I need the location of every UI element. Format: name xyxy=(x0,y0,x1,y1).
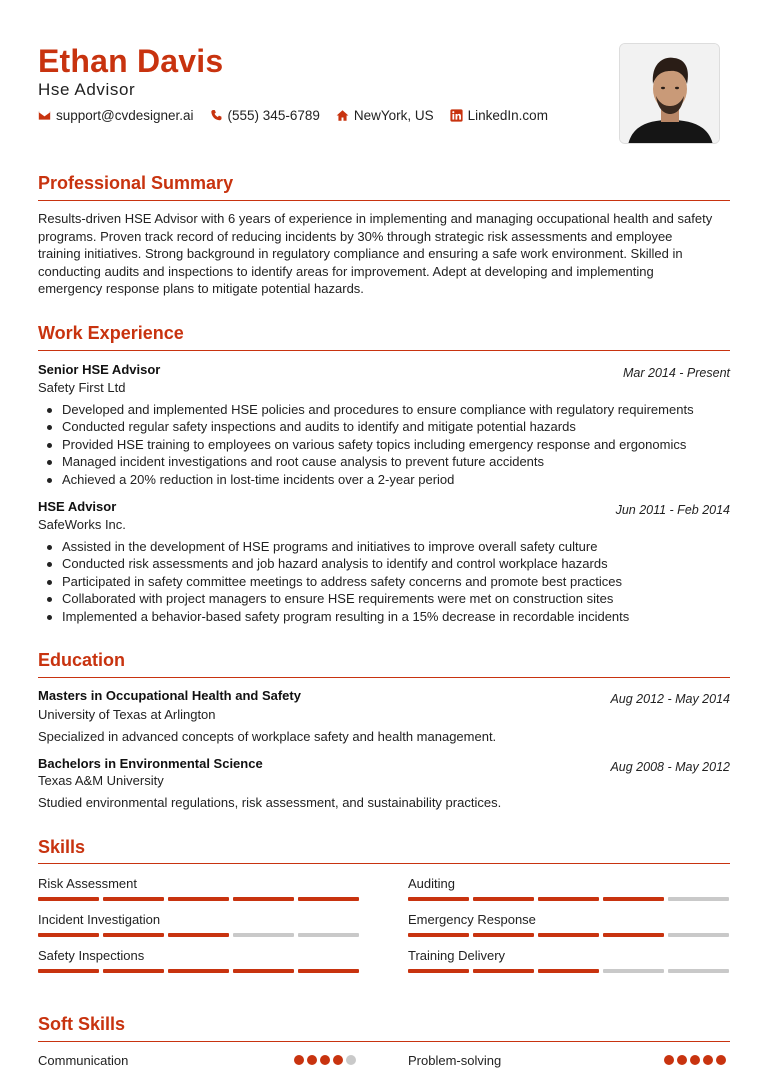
skill-segment-filled xyxy=(408,969,469,973)
job-company: SafeWorks Inc. xyxy=(38,517,126,532)
skill-segment-empty xyxy=(668,969,729,973)
skill-segment-filled xyxy=(473,969,534,973)
skill-meter xyxy=(408,897,733,901)
job-bullet: Conducted regular safety inspections and audits to identify and mitigate potential hazards xyxy=(38,418,730,435)
skills-divider xyxy=(38,863,730,864)
skill-segment-filled xyxy=(473,933,534,937)
job-bullet: Developed and implemented HSE policies and procedures to ensure compliance with regulatory requirements xyxy=(38,401,730,418)
skill-name: Safety Inspections xyxy=(38,948,145,963)
soft-skill-rating xyxy=(661,1055,726,1065)
skill-segment-filled xyxy=(233,969,294,973)
rating-dot-filled xyxy=(703,1055,713,1065)
job-title: Senior HSE Advisor xyxy=(38,362,161,377)
candidate-name: Ethan Davis xyxy=(38,43,224,79)
job-bullet: Participated in safety committee meetings to address safety concerns and promote best practices xyxy=(38,573,730,590)
experience-heading: Work Experience xyxy=(38,323,184,343)
skill-meter xyxy=(408,969,733,973)
rating-dot-filled xyxy=(690,1055,700,1065)
skill-segment-filled xyxy=(103,969,164,973)
degree-description: Studied environmental regulations, risk assessment, and sustainability practices. xyxy=(38,795,502,810)
contact-location-text: NewYork, US xyxy=(353,108,434,123)
skill-meter xyxy=(408,933,733,937)
skill-name: Incident Investigation xyxy=(38,912,161,927)
job-bullet: Assisted in the development of HSE programs and initiatives to improve overall safety culture xyxy=(38,538,730,555)
degree-title: Masters in Occupational Health and Safety xyxy=(38,688,301,703)
soft-skills-heading: Soft Skills xyxy=(38,1014,126,1034)
home-icon xyxy=(336,109,349,122)
skill-meter xyxy=(38,933,363,937)
skill-segment-filled xyxy=(408,933,469,937)
skill-segment-empty xyxy=(668,933,729,937)
summary-line: emergency response plans to mitigate potential hazards. xyxy=(38,281,364,297)
contact-row xyxy=(38,108,564,123)
skill-name: Training Delivery xyxy=(408,948,506,963)
skill-segment-filled xyxy=(603,897,664,901)
job-bullet: Provided HSE training to employees on various safety topics including emergency response and ergonomics xyxy=(38,436,730,453)
job-bullet: Managed incident investigations and root cause analysis to prevent future accidents xyxy=(38,453,730,470)
job-title: HSE Advisor xyxy=(38,499,117,514)
rating-dot-filled xyxy=(294,1055,304,1065)
contact-email[interactable] xyxy=(38,108,194,123)
summary-heading: Professional Summary xyxy=(38,173,234,193)
job-company: Safety First Ltd xyxy=(38,380,126,395)
degree-dates: Aug 2012 - May 2014 xyxy=(610,692,730,706)
job-dates: Jun 2011 - Feb 2014 xyxy=(615,503,730,517)
degree-title: Bachelors in Environmental Science xyxy=(38,756,263,771)
skill-segment-filled xyxy=(38,933,99,937)
linkedin-icon xyxy=(450,109,463,122)
job-dates: Mar 2014 - Present xyxy=(623,366,730,380)
soft-skills-divider xyxy=(38,1041,730,1042)
summary-line: Results-driven HSE Advisor with 6 years of experience in implementing and managing occupational health and safety xyxy=(38,211,713,226)
summary-text xyxy=(38,210,730,298)
skill-segment-filled xyxy=(168,969,229,973)
rating-dot-filled xyxy=(664,1055,674,1065)
job-bullet: Collaborated with project managers to ensure HSE requirements were met on construction sites xyxy=(38,590,730,607)
soft-skill-name: Problem-solving xyxy=(408,1053,502,1068)
skill-segment-filled xyxy=(298,969,359,973)
skill-segment-filled xyxy=(168,933,229,937)
education-heading: Education xyxy=(38,650,126,670)
skill-segment-empty xyxy=(233,933,294,937)
degree-dates: Aug 2008 - May 2012 xyxy=(610,760,730,774)
skill-segment-filled xyxy=(38,969,99,973)
skill-segment-filled xyxy=(168,897,229,901)
skill-name: Emergency Response xyxy=(408,912,536,927)
skill-segment-filled xyxy=(38,897,99,901)
contact-linkedin-text: LinkedIn.com xyxy=(467,108,548,123)
summary-divider xyxy=(38,200,730,201)
job-bullet: Conducted risk assessments and job hazard analysis to identify and control workplace hazards xyxy=(38,555,730,572)
contact-phone-text: (555) 345-6789 xyxy=(227,108,320,123)
job-bullet: Implemented a behavior-based safety program resulting in a 15% decrease in recordable incidents xyxy=(38,608,730,625)
skill-segment-filled xyxy=(103,933,164,937)
skill-segment-filled xyxy=(103,897,164,901)
contact-phone[interactable] xyxy=(210,108,320,123)
degree-description: Specialized in advanced concepts of workplace safety and health management. xyxy=(38,729,497,744)
contact-location xyxy=(336,108,434,123)
rating-dot-filled xyxy=(716,1055,726,1065)
phone-icon xyxy=(210,109,223,122)
experience-divider xyxy=(38,350,730,351)
summary-line: training initiatives. Strong background in regulatory compliance and ensuring a safe work environment. Skilled in xyxy=(38,246,683,262)
skill-segment-empty xyxy=(668,897,729,901)
skill-segment-filled xyxy=(473,897,534,901)
job-bullets xyxy=(38,538,730,625)
job-bullet: Achieved a 20% reduction in lost-time incidents over a 2-year period xyxy=(38,471,730,488)
skill-segment-empty xyxy=(603,969,664,973)
school-name: Texas A&M University xyxy=(38,773,164,788)
skill-segment-empty xyxy=(298,933,359,937)
rating-dot-filled xyxy=(320,1055,330,1065)
skill-segment-filled xyxy=(538,969,599,973)
candidate-title: Hse Advisor xyxy=(38,80,136,99)
rating-dot-filled xyxy=(307,1055,317,1065)
skill-meter xyxy=(38,969,363,973)
soft-skill-rating xyxy=(291,1055,356,1065)
contact-linkedin[interactable] xyxy=(450,108,548,123)
rating-dot-filled xyxy=(677,1055,687,1065)
job-bullets xyxy=(38,401,730,488)
skill-segment-filled xyxy=(408,897,469,901)
skill-meter xyxy=(38,897,363,901)
skill-name: Auditing xyxy=(408,876,455,891)
summary-line: conducting audits and inspections to identify areas for improvement. Adept at developing and implementing xyxy=(38,263,654,279)
contact-email-text: support@cvdesigner.ai xyxy=(56,108,194,123)
profile-photo xyxy=(619,43,720,144)
skill-segment-filled xyxy=(233,897,294,901)
skill-segment-filled xyxy=(603,933,664,937)
skill-segment-filled xyxy=(538,897,599,901)
skill-segment-filled xyxy=(298,897,359,901)
school-name: University of Texas at Arlington xyxy=(38,707,216,722)
skill-name: Risk Assessment xyxy=(38,876,137,891)
summary-line: programs. Proven track record of reducing incidents by 30% through strategic risk assessments and employee xyxy=(38,228,673,244)
soft-skill-name: Communication xyxy=(38,1053,129,1068)
rating-dot-filled xyxy=(333,1055,343,1065)
rating-dot-empty xyxy=(346,1055,356,1065)
skill-segment-filled xyxy=(538,933,599,937)
skills-heading: Skills xyxy=(38,837,86,857)
envelope-icon xyxy=(38,109,51,122)
education-divider xyxy=(38,677,730,678)
